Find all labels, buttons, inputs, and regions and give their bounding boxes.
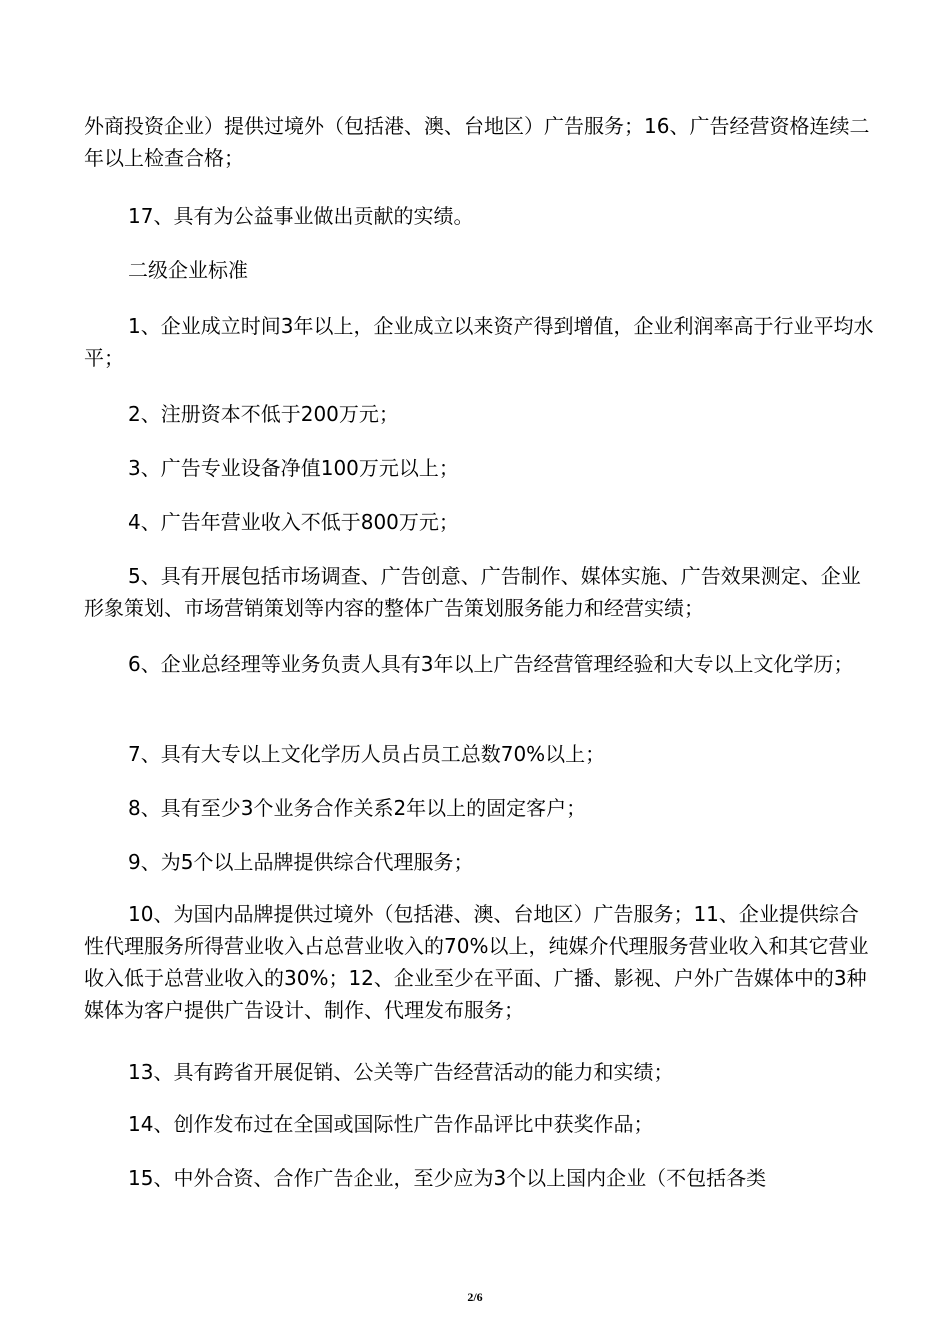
paragraph-item-10-12: 10、为国内品牌提供过境外（包括港、澳、台地区）广告服务；11、企业提供综合性代理服务所得营业收入占总营业收入的70%以上，纯媒介代理服务营业收入和其它营业收入低于总营业收入的30%；12、企业至少在平面、广播、影视、户外广告媒体中的3种媒体为客户提供广告设计、制作、代理发布服务； bbox=[84, 902, 869, 1022]
paragraph-item-1: 1、企业成立时间3年以上，企业成立以来资产得到增值，企业利润率高于行业平均水平； bbox=[84, 314, 874, 370]
paragraph-item-7: 7、具有大专以上文化学历人员占员工总数70%以上； bbox=[128, 742, 606, 766]
paragraph-item-9: 9、为5个以上品牌提供综合代理服务； bbox=[128, 850, 474, 874]
paragraph-item-14: 14、创作发布过在全国或国际性广告作品评比中获奖作品； bbox=[128, 1112, 654, 1136]
paragraph-item-13: 13、具有跨省开展促销、公关等广告经营活动的能力和实绩； bbox=[128, 1060, 674, 1084]
paragraph-item-6: 6、企业总经理等业务负责人具有3年以上广告经营管理经验和大专以上文化学历； bbox=[128, 652, 854, 676]
paragraph-item-2: 2、注册资本不低于200万元； bbox=[128, 402, 399, 426]
paragraph-item-5: 5、具有开展包括市场调查、广告创意、广告制作、媒体实施、广告效果测定、企业形象策划、市场营销策划等内容的整体广告策划服务能力和经营实绩； bbox=[84, 564, 861, 620]
paragraph-item-15: 15、中外合资、合作广告企业，至少应为3个以上国内企业（不包括各类 bbox=[128, 1166, 767, 1190]
paragraph-item-17: 17、具有为公益事业做出贡献的实绩。 bbox=[128, 204, 474, 228]
page-number: 2/6 bbox=[467, 1290, 483, 1304]
paragraph-item-3: 3、广告专业设备净值100万元以上； bbox=[128, 456, 459, 480]
section-heading: 二级企业标准 bbox=[128, 258, 248, 282]
paragraph-item-8: 8、具有至少3个业务合作关系2年以上的固定客户； bbox=[128, 796, 587, 820]
paragraph-continuation: 外商投资企业）提供过境外（包括港、澳、台地区）广告服务；16、广告经营资格连续二年以上检查合格； bbox=[84, 114, 870, 170]
paragraph-item-4: 4、广告年营业收入不低于800万元； bbox=[128, 510, 459, 534]
